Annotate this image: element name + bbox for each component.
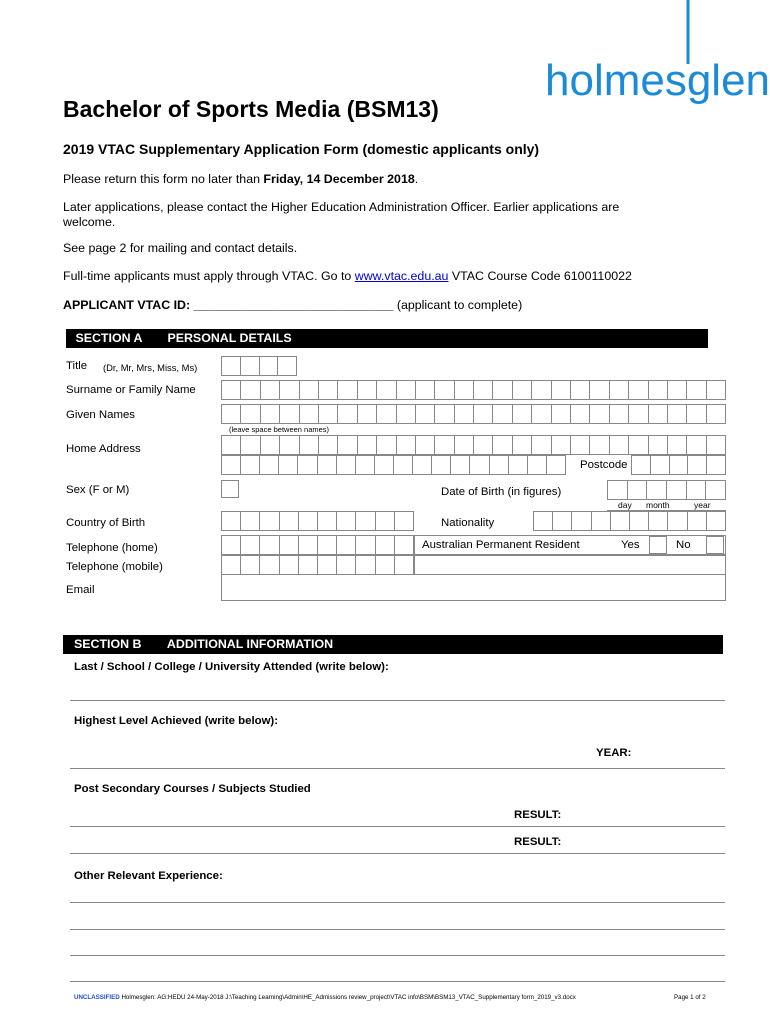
highest-level-label: Highest Level Achieved (write below): — [74, 715, 279, 727]
post-secondary-line-2[interactable] — [70, 853, 725, 854]
dob-input[interactable] — [607, 480, 726, 500]
given-names-label: Given Names — [66, 409, 136, 421]
apr-yes-label: Yes — [621, 539, 640, 551]
form-subtitle: 2019 VTAC Supplementary Application Form (domestic applicants only) — [63, 141, 540, 157]
applicant-vtac-id[interactable]: APPLICANT VTAC ID: _____________________________ (applicant to complete) — [63, 298, 523, 312]
return-date: Friday, 14 December 2018 — [263, 172, 415, 186]
section-a-header — [63, 329, 708, 348]
section-b-label: SECTION B — [74, 637, 142, 651]
page-number: Page 1 of 2 — [674, 994, 706, 1001]
dob-year-label: year — [694, 500, 711, 510]
title-label: Title — [66, 360, 88, 372]
postcode-label: Postcode — [580, 459, 628, 471]
sex-input[interactable] — [221, 480, 239, 498]
section-a-heading: PERSONAL DETAILS — [167, 331, 292, 345]
result-label-2: RESULT: — [514, 836, 562, 848]
other-experience-label: Other Relevant Experience: — [74, 870, 223, 882]
section-b-heading: ADDITIONAL INFORMATION — [166, 637, 334, 651]
nationality-label: Nationality — [441, 517, 495, 529]
telephone-mobile-input[interactable] — [221, 555, 414, 575]
other-experience-line-1[interactable] — [70, 902, 725, 903]
section-b-header — [63, 635, 723, 654]
country-of-birth-input[interactable] — [221, 511, 414, 531]
given-names-note: (leave space between names) — [229, 425, 330, 434]
holmesglen-logo — [545, 0, 770, 115]
telephone-mobile-label: Telephone (mobile) — [66, 561, 163, 573]
fulltime-note: Full-time applicants must apply through VTAC. Go to www.vtac.edu.au VTAC Course Code 6100110022 — [63, 269, 632, 283]
apr-yes-checkbox[interactable] — [649, 536, 667, 554]
later-applications-note: Later applications, please contact the Higher Education Administration Officer. Earlier applications are welcome. — [63, 200, 620, 229]
logo-text: holmesglen — [545, 56, 770, 105]
last-school-label: Last / School / College / University Attended (write below): — [74, 661, 389, 673]
postcode-input[interactable] — [631, 455, 726, 475]
last-school-line[interactable] — [70, 700, 725, 701]
sex-label: Sex (F or M) — [66, 484, 130, 496]
title-options: (Dr, Mr, Mrs, Miss, Ms) — [103, 362, 198, 373]
home-address-input-line2[interactable] — [221, 455, 566, 475]
return-note: Please return this form no later than Friday, 14 December 2018. — [63, 172, 419, 186]
footer-path: Holmesglen: AG:HEDU 24-May-2018 J:\Teaching Learning\Admin\HE_Admissions review_project\VTAC info\BSM\BSM13_VTAC_Supplementary form_2019_v3.docx — [119, 994, 576, 1001]
other-experience-line-3[interactable] — [70, 955, 725, 956]
apr-no-checkbox[interactable] — [706, 536, 724, 554]
nationality-input[interactable] — [533, 511, 726, 531]
other-experience-line-2[interactable] — [70, 929, 725, 930]
mobile-extra-box — [414, 555, 726, 575]
telephone-home-label: Telephone (home) — [66, 542, 158, 554]
post-secondary-label: Post Secondary Courses / Subjects Studied — [74, 783, 311, 795]
dob-label: Date of Birth (in figures) — [441, 486, 562, 498]
year-label: YEAR: — [596, 747, 632, 759]
section-a-label: SECTION A — [75, 331, 142, 345]
email-label: Email — [66, 584, 95, 596]
post-secondary-line-1[interactable] — [70, 826, 725, 827]
home-address-input-line1[interactable] — [221, 435, 726, 455]
telephone-home-input[interactable] — [221, 535, 414, 555]
see-page-note: See page 2 for mailing and contact details. — [63, 241, 298, 255]
title-input[interactable] — [221, 356, 297, 376]
page-title: Bachelor of Sports Media (BSM13) — [63, 96, 439, 122]
email-input[interactable] — [221, 575, 726, 601]
highest-level-line[interactable] — [70, 768, 725, 769]
given-names-input[interactable] — [221, 404, 726, 424]
surname-input[interactable] — [221, 380, 726, 400]
home-address-label: Home Address — [66, 443, 141, 455]
footer-classification: UNCLASSIFIED — [74, 994, 120, 1001]
dob-month-label: month — [646, 500, 670, 510]
vtac-link[interactable]: www.vtac.edu.au — [354, 269, 449, 283]
other-experience-line-4[interactable] — [70, 981, 725, 982]
result-label-1: RESULT: — [514, 809, 562, 821]
apr-label: Australian Permanent Resident — [422, 539, 580, 551]
surname-label: Surname or Family Name — [66, 384, 196, 396]
footer-info — [74, 994, 576, 1001]
apr-no-label: No — [676, 539, 691, 551]
dob-day-label: day — [618, 500, 632, 510]
country-of-birth-label: Country of Birth — [66, 517, 146, 529]
